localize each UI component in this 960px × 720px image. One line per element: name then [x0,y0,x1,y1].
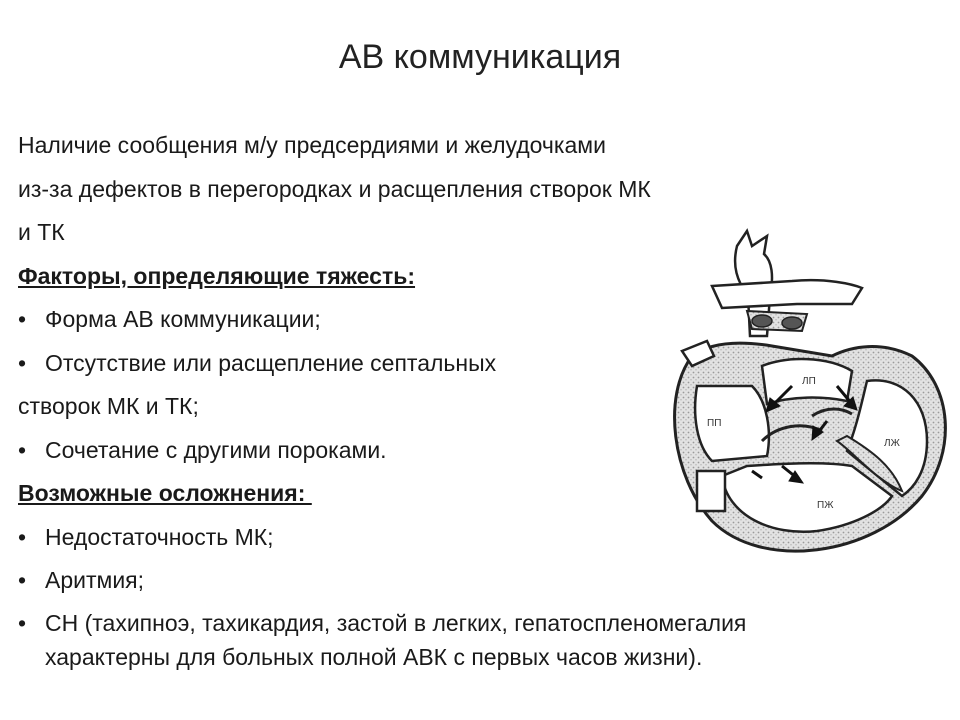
bullet-icon: • [18,306,27,332]
factor-item-2-continuation: створок МК и ТК; [18,393,199,419]
bullet-icon: • [18,567,27,593]
slide-title: АВ коммуникация [338,38,622,76]
factors-heading: Факторы, определяющие тяжесть: [18,262,416,289]
heart-diagram [652,226,952,556]
complication-item-2-text: Аритмия; [45,567,145,593]
bullet-icon: • [18,436,27,463]
intro-line-3: и ТК [18,219,65,245]
heart-diagram-svg [652,226,952,556]
factor-item-1-text: Форма АВ коммуникации; [45,306,321,332]
intro-line-1: Наличие сообщения м/у предсердиями и желудочками [18,132,606,158]
bullet-icon: • [18,349,27,376]
label-ra: ПП [707,418,722,429]
complication-item-3-text [45,606,746,674]
factor-item-3-text: Сочетание с другими пороками. [45,436,387,463]
pulmonary-artery [712,280,862,308]
label-lv: ЛЖ [884,438,900,449]
complication-item-3 [18,603,938,680]
complication-item-3-line-2: характерны для больных полной АВК с первых часов жизни). [45,643,703,670]
factor-item-2-text: Отсутствие или расщепление септальных [45,349,497,376]
inferior-vena-cava [697,471,725,511]
complications-heading: Возможные осложнения: [18,480,312,506]
label-rv: ПЖ [817,500,834,511]
label-la: ЛП [802,376,816,387]
vessel-opening [782,317,802,329]
complication-item-3-line-1: СН (тахипноэ, тахикардия, застой в легких, гепатоспленомегалия [45,609,747,636]
complication-item-2 [18,559,938,603]
complication-item-1-text: Недостаточность МК; [45,523,274,550]
bullet-icon: • [18,523,27,550]
bullet-icon: • [18,609,27,636]
intro-line-2: из-за дефектов в перегородках и расщепления створок МК [18,175,651,202]
vessel-opening [752,315,772,327]
